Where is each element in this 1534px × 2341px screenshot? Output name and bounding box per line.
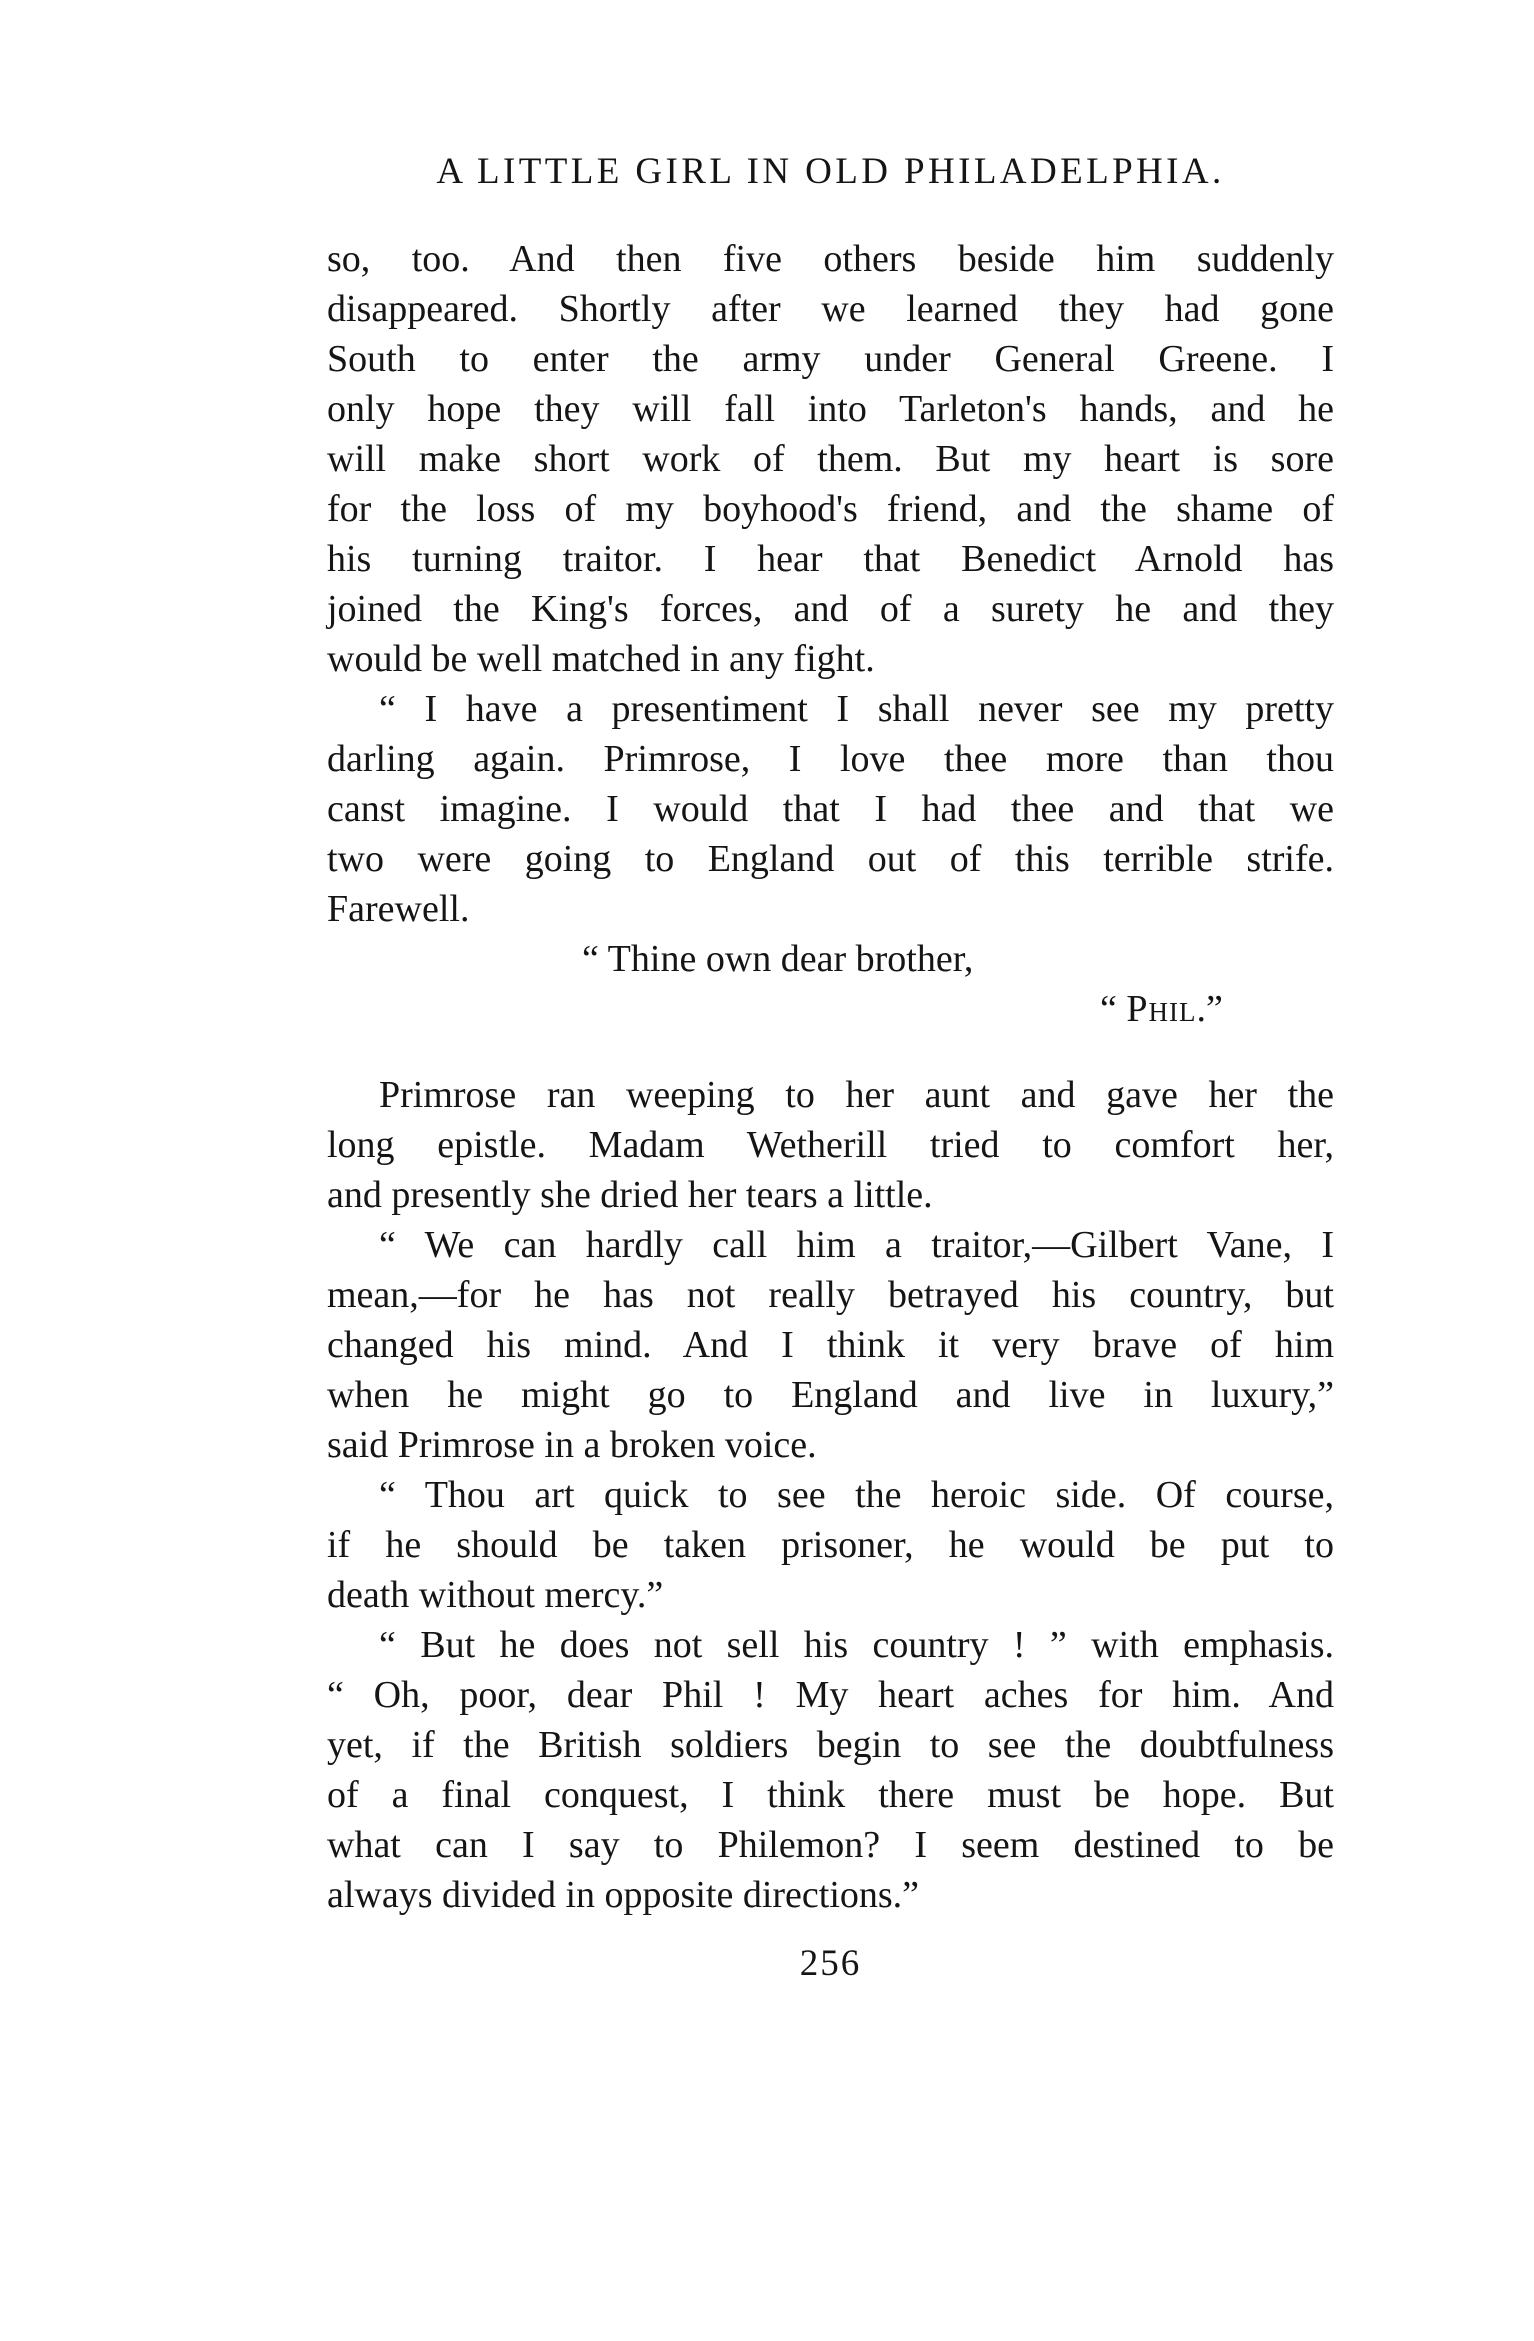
narrative-paragraph-2 (327, 1220, 1334, 1470)
text-line: and presently she dried her tears a little. (327, 1174, 933, 1216)
text-line: will make short work of them. But my heart is sore (327, 438, 1334, 480)
text-line: “ We can hardly call him a traitor,—Gilbert Vane, I (379, 1224, 1334, 1266)
signature-name: Phil (1126, 988, 1197, 1030)
page-number: 256 (799, 1943, 862, 1984)
text-line: of a final conquest, I think there must be hope. But (327, 1774, 1334, 1816)
text-line: Farewell. (327, 888, 470, 930)
text-line: changed his mind. And I think it very brave of him (327, 1324, 1334, 1366)
text-line: joined the King's forces, and of a surety he and they (327, 588, 1334, 630)
signature-open-quote: “ (1100, 988, 1127, 1030)
text-line: if he should be taken prisoner, he would be put to (327, 1524, 1334, 1566)
text-line: death without mercy.” (327, 1574, 664, 1616)
text-line: what can I say to Philemon? I seem destined to be (327, 1824, 1334, 1866)
text-line: “ But he does not sell his country ! ” with emphasis. (379, 1624, 1334, 1666)
narrative-paragraph-3 (327, 1470, 1334, 1620)
text-line: for the loss of my boyhood's friend, and the shame of (327, 488, 1334, 530)
text-line: said Primrose in a broken voice. (327, 1424, 817, 1466)
text-line: Primrose ran weeping to her aunt and gave her the (379, 1074, 1334, 1116)
letter-closing: “ Thine own dear brother, (582, 938, 974, 980)
letter-signature (327, 984, 1334, 1034)
narrative-paragraph-4 (327, 1620, 1334, 1920)
text-line: when he might go to England and live in luxury,” (327, 1374, 1334, 1416)
running-title: A LITTLE GIRL IN OLD PHILADELPHIA. (436, 151, 1225, 192)
text-line: so, too. And then five others beside him suddenly (327, 238, 1334, 280)
text-line: only hope they will fall into Tarleton's hands, and he (327, 388, 1334, 430)
text-line: South to enter the army under General Greene. I (327, 338, 1334, 380)
text-line: darling again. Primrose, I love thee more than thou (327, 738, 1334, 780)
text-line: canst imagine. I would that I had thee and that we (327, 788, 1334, 830)
text-line: “ Oh, poor, dear Phil ! My heart aches for him. And (327, 1674, 1334, 1716)
text-line: his turning traitor. I hear that Benedict Arnold has (327, 538, 1334, 580)
narrative-paragraph-1 (327, 1070, 1334, 1220)
text-line: always divided in opposite directions.” (327, 1874, 920, 1916)
page-body-text (327, 234, 1334, 1920)
text-line: disappeared. Shortly after we learned they had gone (327, 288, 1334, 330)
text-line: “ Thou art quick to see the heroic side. Of course, (379, 1474, 1334, 1516)
text-line: long epistle. Madam Wetherill tried to comfort her, (327, 1124, 1334, 1166)
section-gap (327, 1034, 1334, 1070)
letter-paragraph-2 (327, 684, 1334, 934)
text-line: would be well matched in any fight. (327, 638, 875, 680)
letter-paragraph-1 (327, 234, 1334, 684)
text-line: mean,—for he has not really betrayed his country, but (327, 1274, 1334, 1316)
text-line: “ I have a presentiment I shall never see my pretty (379, 688, 1334, 730)
text-line: yet, if the British soldiers begin to see the doubtfulness (327, 1724, 1334, 1766)
signature-close-quote: .” (1196, 988, 1223, 1030)
text-line: two were going to England out of this terrible strife. (327, 838, 1334, 880)
